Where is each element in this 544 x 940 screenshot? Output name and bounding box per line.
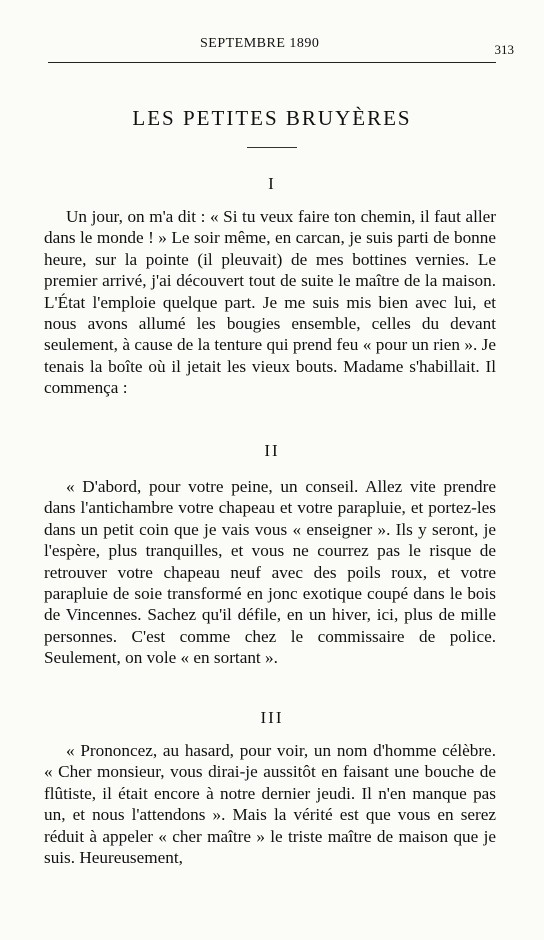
paragraph-3: « Prononcez, au hasard, pour voir, un nom d'homme célèbre. « Cher monsieur, vous dirai-je aussitôt en faisant une bouche de flûtiste, il était encore à notre dernier jeudi. Il n'en manque pas un, et nous l'attendons ». Mais la vérité est que vous en serez réduit à appeler « cher maître » le triste maître de maison que je suis. Heureusement, bbox=[44, 741, 496, 868]
section-number-3: III bbox=[260, 708, 284, 727]
section-number-2: II bbox=[264, 441, 280, 460]
paragraph-2: « D'abord, pour votre peine, un conseil. Allez vite prendre dans l'antichambre votre chapeau et votre parapluie, et portez-les dans un petit coin que je vais vous « enseigner ». Ils y seront, je l'espère, plus tranquilles, et vous ne courrez pas le risque de retrouver votre chapeau neuf avec des poils roux, et votre parapluie de soie transformé en jonc exotique coupé dans le bois de Vincennes. Sachez qu'il défile, en un hiver, ici, plus de mille personnes. C'est comme chez le commissaire de police. Seulement, on vole « en sortant ». bbox=[44, 477, 496, 668]
chapter-title: LES PETITES BRUYÈRES bbox=[132, 106, 412, 130]
page-number: 313 bbox=[494, 42, 514, 57]
running-title: SEPTEMBRE 1890 bbox=[200, 36, 320, 51]
running-head bbox=[0, 36, 544, 62]
paragraph-1: Un jour, on m'a dit : « Si tu veux faire ton chemin, il faut aller dans le monde ! » Le soir même, en carcan, je suis parti de bonne heure, sur la pointe (il pleuvait) de mes bottines vernies. Le premier arrivé, j'ai découvert tout de suite le maître de la maison. L'État l'emploie quelque part. Je me suis mis bien avec lui, et nous avons allumé les bougies ensemble, celles du devant seulement, à cause de la tenture qui prend feu « pour un rien ». Je tenais la boîte où il jetait les vieux bouts. Madame s'habillait. Il commença : bbox=[44, 207, 496, 398]
title-rule bbox=[247, 147, 297, 148]
header-rule bbox=[48, 62, 496, 63]
section-number-1: I bbox=[268, 174, 276, 193]
